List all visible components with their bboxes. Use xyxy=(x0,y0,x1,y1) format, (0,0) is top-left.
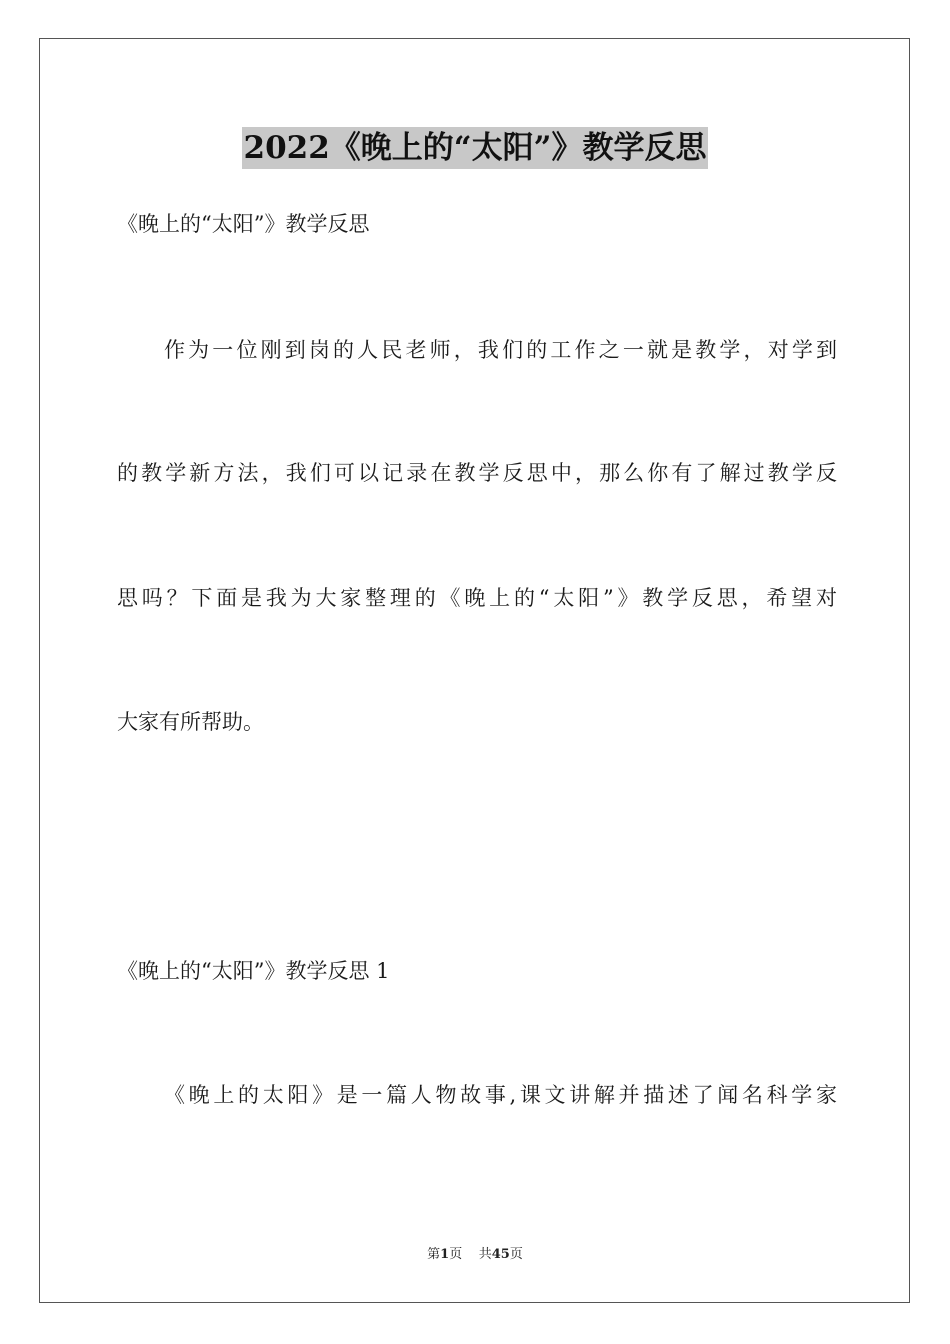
footer-total-suffix: 页 xyxy=(509,1247,523,1262)
document-title: 2022《晚上的“太阳”》教学反思 xyxy=(242,127,709,169)
paragraph-line: 的教学新方法，我们可以记录在教学反思中，那么你有了解过教学反 xyxy=(117,461,837,485)
paragraph-line: 《晚上的太阳》是一篇人物故事,课文讲解并描述了闻名科学家 xyxy=(164,1083,837,1107)
paragraph-line: 作为一位刚到岗的人民老师，我们的工作之一就是教学，对学到 xyxy=(164,338,837,362)
page-footer xyxy=(0,1246,950,1264)
footer-page-suffix: 页 xyxy=(449,1247,463,1262)
footer-page-number: 1 xyxy=(440,1247,450,1262)
footer-page-prefix: 第 xyxy=(427,1247,441,1262)
paragraph-line: 思吗？下面是我为大家整理的《晚上的“太阳”》教学反思，希望对 xyxy=(117,586,837,610)
footer-total-pages: 45 xyxy=(491,1247,510,1262)
title-container xyxy=(0,127,950,169)
footer-total-prefix: 共 xyxy=(478,1247,492,1262)
document-subtitle: 《晚上的“太阳”》教学反思 xyxy=(117,212,370,236)
paragraph-line: 大家有所帮助。 xyxy=(117,710,264,734)
section-heading: 《晚上的“太阳”》教学反思 1 xyxy=(117,959,390,983)
